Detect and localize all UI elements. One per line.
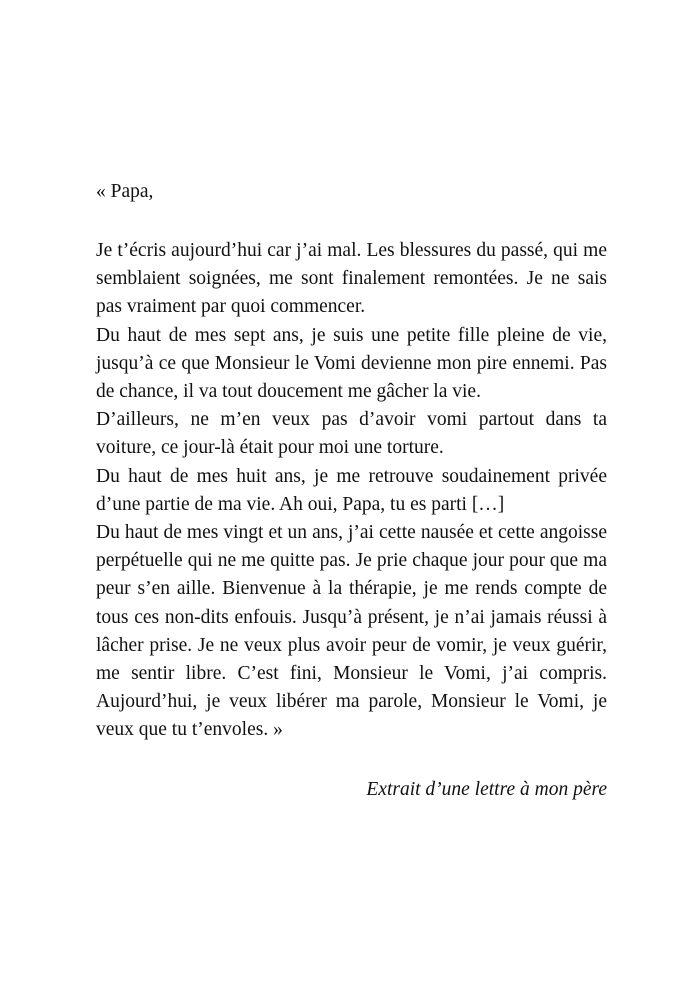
letter-page [96,178,607,804]
letter-source-caption: Extrait d’une lettre à mon père [366,778,607,800]
letter-paragraph: Je t’écris aujourd’hui car j’ai mal. Les blessures du passé, qui me semblaient soignées, me sont finalement remontées. Je ne sais pas vraiment par quoi commencer. [96,240,607,318]
letter-paragraph: Du haut de mes huit ans, je me retrouve soudainement privée d’une partie de ma vie. Ah oui, Papa, tu es parti […] [96,465,607,515]
letter-paragraph: Du haut de mes sept ans, je suis une petite fille pleine de vie, jusqu’à ce que Monsieur le Vomi devienne mon pire ennemi. Pas de chance, il va tout doucement me gâcher la vie. [96,324,607,403]
letter-paragraph: Du haut de mes vingt et un ans, j’ai cette nausée et cette angoisse perpétuelle qui ne me quitte pas. Je prie chaque jour pour que ma peur s’en aille. Bienvenue à la thérapie, je me rends compte de tous ces non-dits enfouis. Jusqu’à présent, je n’ai jamais réussi à lâcher prise. Je ne veux plus avoir peur de vomir, je veux guérir, me sentir libre. C’est fini, Monsieur le Vomi, j’ai compris. Aujourd’hui, je veux libérer ma parole, Monsieur le Vomi, je veux que tu t’envoles. » [96,522,607,741]
letter-paragraph: D’ailleurs, ne m’en veux pas d’avoir vomi partout dans ta voiture, ce jour-là était pour moi une torture. [96,409,607,459]
letter-body [96,237,607,745]
letter-salutation: « Papa, [96,181,154,202]
